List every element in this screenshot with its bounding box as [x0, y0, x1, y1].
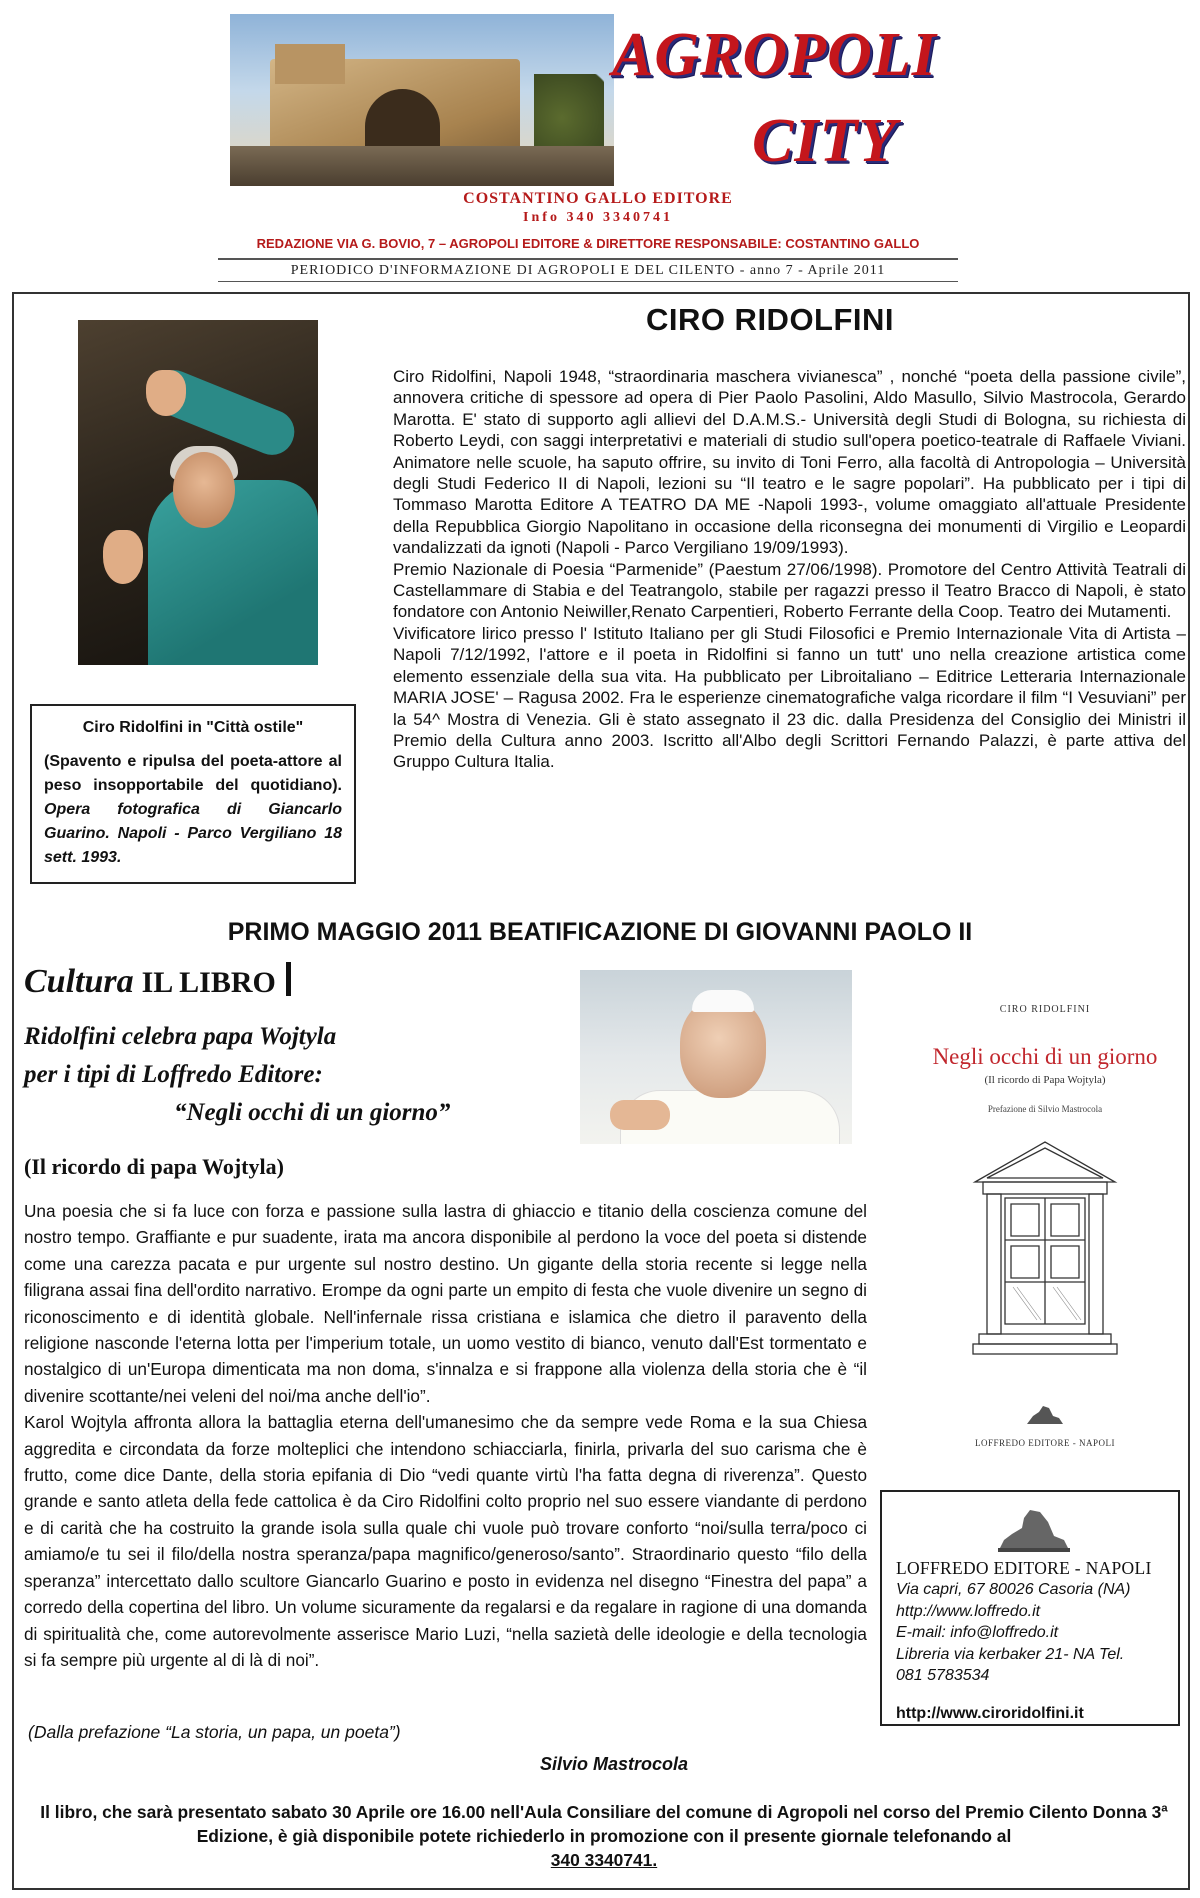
biography-text [393, 366, 1186, 773]
cover-publisher: LOFFREDO EDITORE - NAPOLI [974, 1438, 1116, 1448]
caption-text: (Spavento e ripulsa del poeta-attore al peso insopportabile del quotidiano). [44, 753, 342, 794]
info-phone: Info 340 3340741 [523, 210, 673, 225]
photo-caption-box [30, 704, 356, 884]
publisher-mark [1023, 1400, 1067, 1428]
book-subtitle: (Il ricordo di papa Wojtyla) [24, 1154, 284, 1179]
caption-title: Ciro Ridolfini in "Città ostile" [82, 719, 304, 736]
ad-address: Via capri, 67 80026 Casoria (NA) [896, 1581, 1131, 1598]
book-headline [24, 1018, 484, 1132]
agropoli-gate-photo [230, 14, 614, 186]
ad-email[interactable]: E-mail: info@loffredo.it [896, 1624, 1059, 1641]
publisher-logo-icon [994, 1498, 1074, 1554]
bio-paragraph: Ciro Ridolfini, Napoli 1948, “straordinaria maschera vivianesca” , nonché “poeta della passione civile”, annovera critiche di spessore ad opera di Pier Paolo Pasolini, Aldo Masullo, Silvio Mastrocola, Gerardo Marotta. E' stato di supporto agli allievi del D.A.M.S.- Università degli Studi di Bologna, su richiesta di Roberto Leydi, con saggi interpretativi e materiali di studio sull'opera poetico-teatrale di Raffaele Viviani. Animatore nelle scuole, ha saputo offrire, su invito di Toni Ferro, alla facoltà di Antropologia – Università degli Studi Federico II di Napoli, lezioni su “Il teatro e le sagre popolari”. Ha pubblicato per i tipi di Tommaso Marotta Editore A TEATRO DA ME -Napoli 1993-, volume omaggiato all'attuale Presidente della Repubblica Giorgio Napolitano in occasione della riconsegna dei monumenti di Virgilio e Leopardi vandalizzati da ignoti (Napoli - Parco Vergiliano 19/09/1993). [393, 367, 1186, 558]
cover-preface: Prefazione di Silvio Mastrocola [987, 1104, 1103, 1114]
headline-book-title: “Negli occhi di un giorno” [174, 1099, 451, 1126]
ad-publisher-name: LOFFREDO EDITORE - NAPOLI [896, 1558, 1152, 1578]
ad-bookshop: Libreria via kerbaker 21- NA Tel. [896, 1645, 1125, 1663]
section-cultura: Cultura [24, 963, 134, 1000]
section-bar [286, 962, 291, 996]
ad-author-site[interactable]: http://www.ciroridolfini.it [896, 1704, 1084, 1722]
beatification-banner: PRIMO MAGGIO 2011 BEATIFICAZIONE DI GIOVANNI PAOLO II [227, 918, 973, 946]
presentation-notice [24, 1800, 1184, 1872]
headline-line: per i tipi di Loffredo Editore: [24, 1061, 323, 1088]
presentation-text: Il libro, che sarà presentato sabato 30 Aprile ore 16.00 nell'Aula Consiliare del comune di Agropoli nel corso del Premio Cilento Donna 3ª Edizione, è già disponibile potete richiederlo in promozione con il presente giornale telefonando al [40, 1802, 1168, 1846]
headline-line: Ridolfini celebra papa Wojtyla [24, 1023, 337, 1050]
ad-website[interactable]: http://www.loffredo.it [896, 1602, 1041, 1620]
masthead [0, 0, 1200, 290]
caption-body [44, 750, 342, 870]
logo-line-city: CITY [752, 107, 898, 175]
publisher-contact-box [880, 1490, 1180, 1726]
book-cover [915, 990, 1175, 1460]
newspaper-logo [612, 20, 942, 190]
section-label [24, 962, 444, 1008]
publisher-name: COSTANTINO GALLO EDITORE [463, 190, 733, 207]
window-drawing [965, 1132, 1125, 1362]
cover-title: Negli occhi di un giorno [932, 1044, 1158, 1069]
article-title: CIRO RIDOLFINI [645, 302, 895, 337]
pope-john-paul-photo [580, 970, 852, 1144]
section-il-libro: IL LIBRO [141, 966, 276, 999]
ad-telephone: 081 5783534 [896, 1667, 990, 1684]
bio-paragraph: Premio Nazionale di Poesia “Parmenide” (Paestum 27/06/1998). Promotore del Centro Attività Teatrali di Castellammare di Stabia e del Teatrangolo, stabile per ragazzi presso il Teatro Bracco di Napoli, è stato fondatore con Antonio Neiwiller,Renato Carpentieri, Roberto Ferrante della Coop. Teatro dei Mutamenti. [393, 559, 1186, 622]
bio-paragraph: Vivificatore lirico presso l' Istituto Italiano per gli Studi Filosofici e Premio Internazionale Vita di Artista – Napoli 7/12/1992, l'attore e il poeta in Ridolfini si fanno un tutt' uno nella creazione artistica come elemento essenziale della sua vita. Ha pubblicato per Libroitaliano – Editrice Letteraria Internazionale MARIA JOSE' – Ragusa 2002. Fra le esperienze cinematografiche valga ricordare il film “I Vesuviani” per la 54^ Mostra di Venezia. Gli è stato assegnato il 23 dic. dalla Presidenza del Consiglio dei Ministri il Premio della Cultura anno 2003. Iscritto all'Albo degli Scrittori Fernando Palazzi, è parte attiva del Gruppo Cultura Italia. [393, 623, 1186, 772]
review-paragraph: Una poesia che si fa luce con forza e passione sulla lastra di ghiaccio e titanio della coscienza comune del nostro tempo. Graffiante e pur suadente, irata ma ancora disponibile al perdono la voce del poeta si distende come una carezza pacata e pur urgente sul nostro destino. Un gigante della storia recente si legge nella filigrana assai fina dell'ordito narrativo. Erompe da ogni parte un empito di festa che vuole divenire un segno di riconoscimento e di identità globale. Nell'infernale rissa cristiana e islamica che dietro il paravento della religione nasconde l'eterna lotta per l'imperium totale, un uomo vestito di bianco, venuto dall'Est tormentato e nostalgico di un'Europa dimenticata ma non doma, s'innalza e si frappone alla violenza della storia che è “il divenire scottante/nei veleni del noi/ma anche dell'io”. [24, 1201, 867, 1406]
author-signature: Silvio Mastrocola [540, 1754, 689, 1774]
book-review-text [24, 1198, 867, 1673]
cover-subtitle: (Il ricordo di Papa Wojtyla) [984, 1074, 1106, 1086]
editorial-address: REDAZIONE VIA G. BOVIO, 7 – AGROPOLI EDITORE & DIRETTORE RESPONSABILE: COSTANTINO GALLO [256, 236, 920, 251]
order-phone: 340 3340741. [550, 1850, 658, 1870]
periodical-strap: PERIODICO D'INFORMAZIONE DI AGROPOLI E DEL CILENTO - anno 7 - Aprile 2011 [218, 258, 958, 282]
cover-author: CIRO RIDOLFINI [999, 1004, 1091, 1015]
caption-credit: Opera fotografica di Giancarlo Guarino. Napoli - Parco Vergiliano 18 sett. 1993. [44, 801, 342, 866]
logo-line-agropoli: AGROPOLI [612, 21, 937, 89]
review-paragraph: Karol Wojtyla affronta allora la battaglia eterna dell'umanesimo che da sempre vede Roma e la sua Chiesa aggredita e circondata da forze molteplici che intendono schiacciarla, finirla, privarla del suo carisma che è frutto, come dice Dante, della storia epifania di Dio “vedi quante virtù l'ha fatta degna di riverenza”. Questo grande e santo atleta della fede cattolica è da Ciro Ridolfini colto proprio nel suo essere viandante di perdono e di carità che ha costruito la grande isola sulla quale chi vuole può trovare conforto “noi/sulla terra/poco ci amiamo/e tu sei il filo/della nostra speranza/papa magnifico/generoso/santo”. Straordinario questo “filo della speranza” intercettato dallo scultore Giancarlo Guarino e posto in evidenza nel disegno “Finestra del papa” a corredo della copertina del libro. Un volume sicuramente da regalarsi e da regalare in ragione di una domanda di spiritualità che, come autorevolmente asserisce Mario Luzi, “nella sazietà delle ideologie e della tecnologia si fa sempre più urgente al di là di noi”. [24, 1412, 867, 1670]
preface-source: (Dalla prefazione “La storia, un papa, un poeta”) [28, 1722, 401, 1742]
ciro-ridolfini-photo [78, 320, 318, 665]
